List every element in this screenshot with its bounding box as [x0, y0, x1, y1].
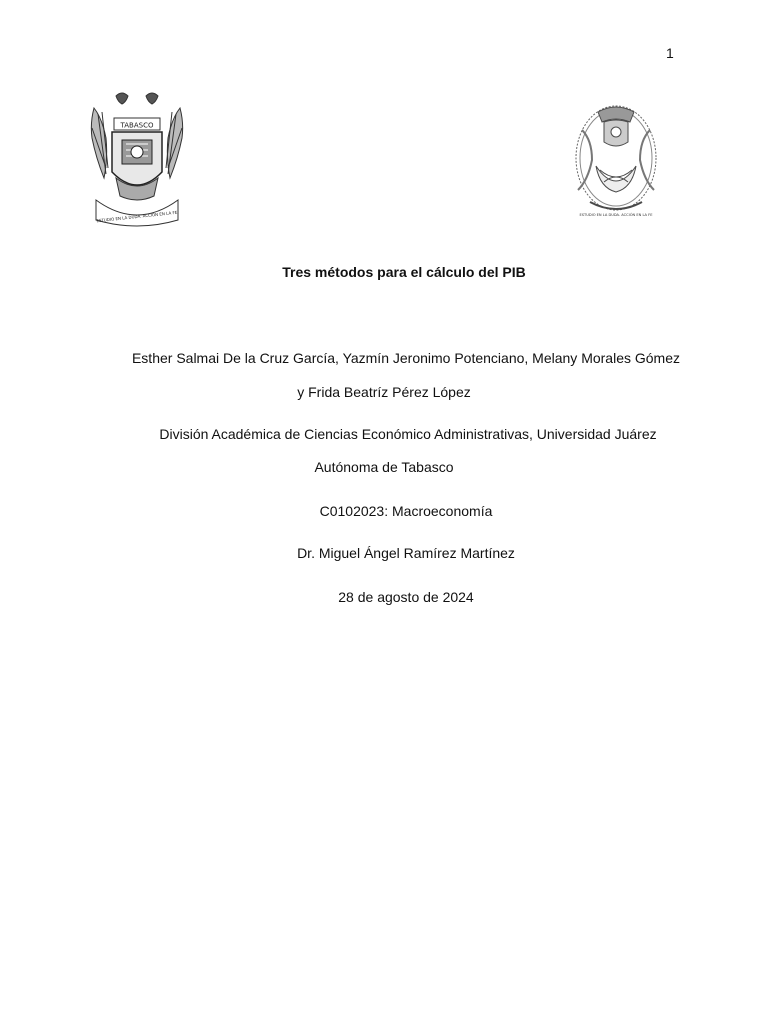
document-date: 28 de agosto de 2024	[338, 589, 474, 605]
ujat-coat-of-arms-logo	[86, 88, 188, 232]
course-name: C0102023: Macroeconomía	[319, 503, 493, 519]
logo-left-ring-text: ESTUDIO EN LA DUDA. ACCIÓN EN LA FE	[96, 209, 178, 224]
document-title: Tres métodos para el cálculo del PIB	[282, 264, 526, 280]
instructor-name: Dr. Miguel Ángel Ramírez Martínez	[297, 545, 515, 561]
logo-right-ring-text: ESTUDIO EN LA DUDA. ACCIÓN EN LA FE	[579, 213, 653, 217]
authors-line-1: Esther Salmai De la Cruz García, Yazmín Jeronimo Potenciano, Melany Morales Gómez	[131, 350, 681, 366]
logo-left-banner-text: TABASCO	[120, 121, 154, 130]
authors-line-2: y Frida Beatríz Pérez López	[297, 384, 471, 400]
division-line-2: Autónoma de Tabasco	[314, 459, 454, 475]
page-number: 1	[666, 45, 674, 61]
division-line-1: División Académica de Ciencias Económico Administrativas, Universidad Juárez	[159, 426, 657, 442]
dacea-seal-logo	[570, 100, 662, 224]
